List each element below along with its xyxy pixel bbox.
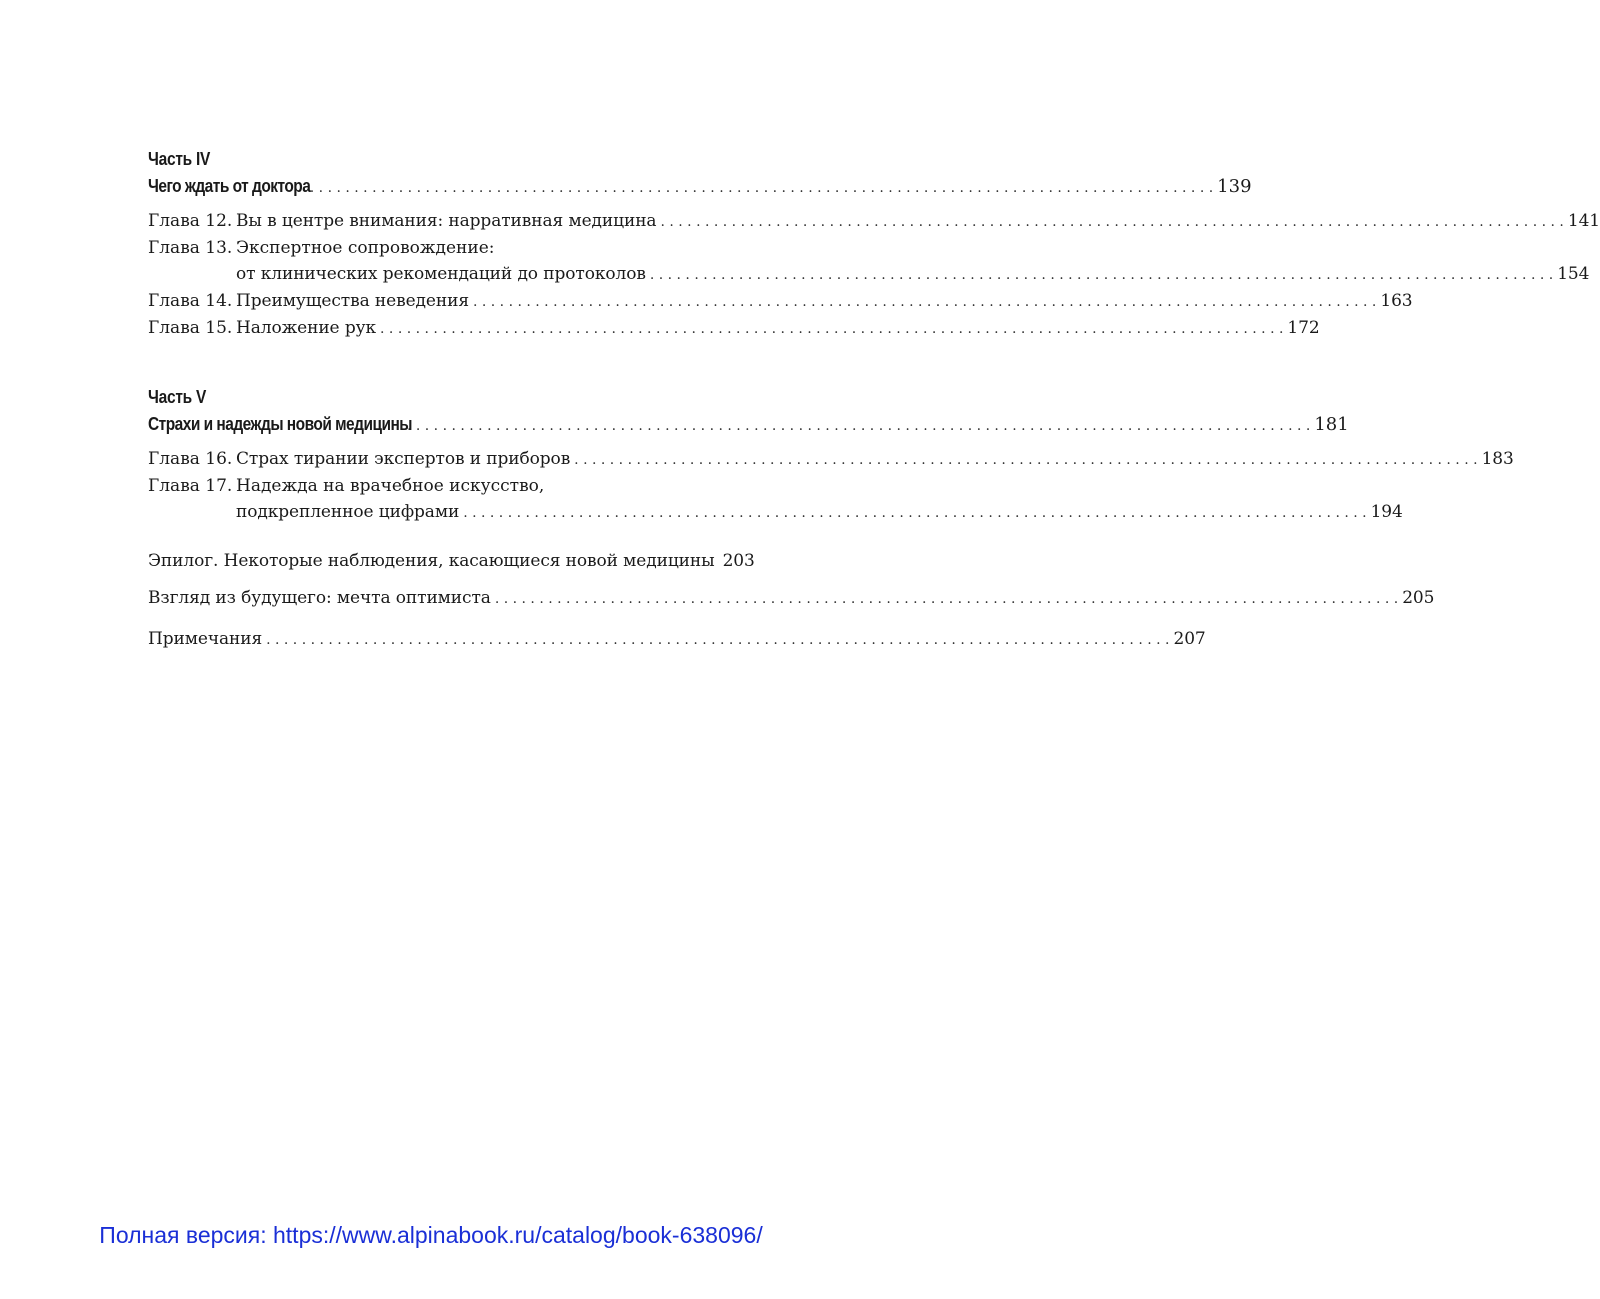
leader-dots bbox=[463, 500, 1366, 526]
chapter-15-row[interactable] bbox=[148, 315, 1320, 342]
leader-dots bbox=[660, 209, 1563, 235]
page-number: 163 bbox=[1380, 291, 1413, 311]
page-number: 154 bbox=[1557, 264, 1590, 284]
chapter-label: Глава 15. bbox=[148, 318, 233, 338]
part-5-title-row[interactable] bbox=[148, 412, 1349, 438]
chapter-14-row[interactable] bbox=[148, 288, 1413, 315]
chapter-title-line1: Надежда на врачебное искусство, bbox=[236, 476, 545, 496]
chapter-title: Наложение рук bbox=[236, 318, 377, 338]
chapter-13-row[interactable] bbox=[148, 235, 1590, 288]
leader-dots bbox=[266, 627, 1169, 653]
page-number: 203 bbox=[722, 551, 755, 571]
chapter-16-row[interactable] bbox=[148, 446, 1514, 473]
notes-row[interactable] bbox=[148, 626, 1206, 653]
part-4-title-row[interactable] bbox=[148, 174, 1252, 200]
part-4-label: Часть IV bbox=[148, 149, 211, 169]
page-number: 172 bbox=[1287, 318, 1320, 338]
chapter-title-line2: подкрепленное цифрами bbox=[236, 502, 460, 522]
chapter-title: Преимущества неведения bbox=[236, 291, 469, 311]
leader-dots bbox=[495, 586, 1398, 612]
part-4-title: Чего ждать от доктора bbox=[148, 176, 311, 196]
page-number: 181 bbox=[1314, 414, 1349, 435]
page-number: 139 bbox=[1217, 176, 1252, 197]
chapter-17-row[interactable] bbox=[148, 473, 1403, 526]
future-view-row[interactable] bbox=[148, 585, 1435, 612]
page-number: 194 bbox=[1370, 502, 1403, 522]
notes-title: Примечания bbox=[148, 629, 263, 649]
leader-dots bbox=[473, 289, 1376, 315]
chapter-title: Вы в центре внимания: нарративная медицина bbox=[236, 211, 657, 231]
chapter-title-line2: от клинических рекомендаций до протоколов bbox=[236, 264, 646, 284]
leader-dots bbox=[310, 176, 1213, 200]
future-view-title: Взгляд из будущего: мечта оптимиста bbox=[148, 588, 491, 608]
page-number: 207 bbox=[1173, 629, 1206, 649]
page-number: 141 bbox=[1567, 211, 1600, 231]
leader-dots bbox=[380, 316, 1283, 342]
leader-dots bbox=[650, 262, 1553, 288]
chapter-label: Глава 16. bbox=[148, 449, 233, 469]
chapter-12-row[interactable] bbox=[148, 208, 1600, 235]
epilogue-title: Эпилог. Некоторые наблюдения, касающиеся новой медицины bbox=[148, 551, 715, 571]
page-number: 183 bbox=[1481, 449, 1514, 469]
full-version-link[interactable]: Полная версия: https://www.alpinabook.ru/catalog/book-638096/ bbox=[99, 1222, 763, 1248]
table-of-contents bbox=[148, 148, 1600, 653]
chapter-title: Страх тирании экспертов и приборов bbox=[236, 449, 571, 469]
page-number: 205 bbox=[1402, 588, 1435, 608]
chapter-label: Глава 14. bbox=[148, 291, 233, 311]
epilogue-row[interactable] bbox=[148, 548, 754, 575]
leader-dots bbox=[574, 447, 1477, 473]
chapter-label: Глава 12. bbox=[148, 211, 233, 231]
chapter-title-line1: Экспертное сопровождение: bbox=[236, 238, 495, 258]
chapter-label: Глава 17. bbox=[148, 476, 233, 496]
part-5-title: Страхи и надежды новой медицины bbox=[148, 414, 412, 434]
part-5-label: Часть V bbox=[148, 387, 207, 407]
chapter-label: Глава 13. bbox=[148, 238, 233, 258]
leader-dots bbox=[407, 414, 1310, 438]
